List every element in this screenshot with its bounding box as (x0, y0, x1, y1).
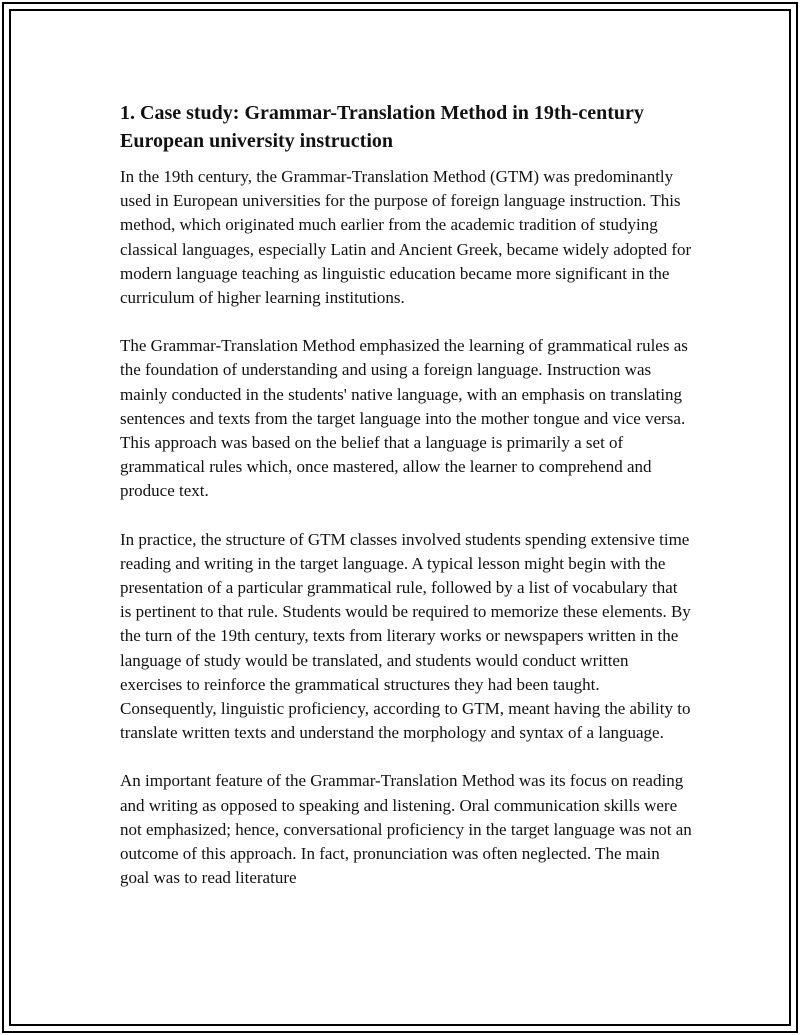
paragraph-3: In practice, the structure of GTM classes involved students spending extensive time reading and writing in the target language. A typical lesson might begin with the presentation of a particular grammatical rule, followed by a list of vocabulary that is pertinent to that rule. Students would be required to memorize these elements. By the turn of the 19th century, texts from literary works or newspapers written in the language of study would be translated, and students would conduct written exercises to reinforce the grammatical structures they had been taught. Consequently, linguistic proficiency, according to GTM, meant having the ability to translate written texts and understand the morphology and syntax of a language. (120, 529, 691, 743)
paragraph-2: The Grammar-Translation Method emphasized the learning of grammatical rules as the foundation of understanding and using a foreign language. Instruction was mainly conducted in the students' native language, with an emphasis on translating sentences and texts from the target language into the mother tongue and vice versa. This approach was based on the belief that a language is primarily a set of grammatical rules which, once mastered, allow the learner to comprehend and produce text. (120, 336, 688, 501)
section-heading: 1. Case study: Grammar-Translation Method in 19th-century European university instruction (120, 102, 644, 152)
page-inner-border (9, 9, 791, 1026)
page-outer-border (2, 2, 798, 1033)
paragraph-1: In the 19th century, the Grammar-Translation Method (GTM) was predominantly used in European universities for the purpose of foreign language instruction. This method, which originated much earlier from the academic tradition of studying classical languages, especially Latin and Ancient Greek, became widely adopted for modern language teaching as linguistic education became more significant in the curriculum of higher learning institutions. (120, 167, 692, 308)
paragraph-4: An important feature of the Grammar-Translation Method was its focus on reading and writing as opposed to speaking and listening. Oral communication skills were not emphasized; hence, conversational proficiency in the target language was not an outcome of this approach. In fact, pronunciation was often neglected. The main goal was to read literature (120, 771, 692, 888)
document-body (120, 99, 692, 914)
